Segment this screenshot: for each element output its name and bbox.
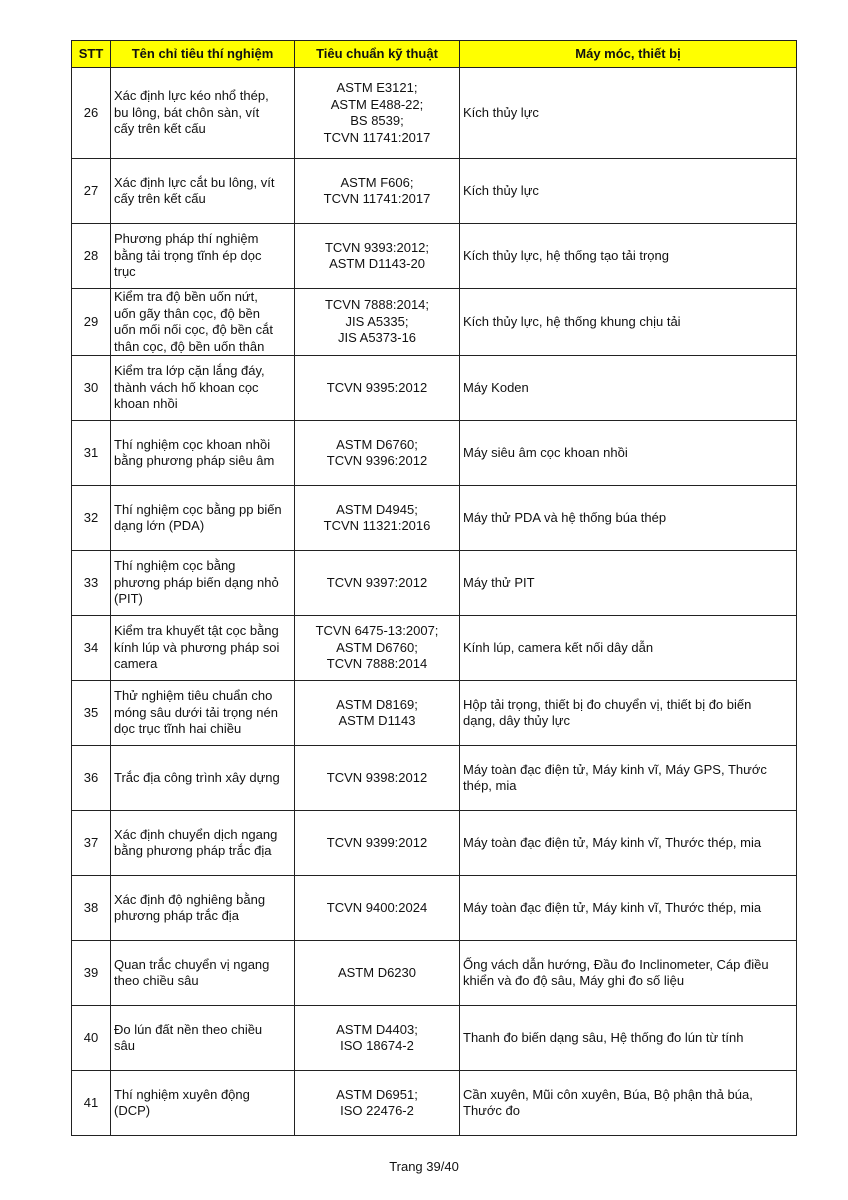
equipment-cell: Kích thủy lực: [460, 159, 797, 224]
standard-cell: ASTM D6951; ISO 22476-2: [295, 1071, 460, 1136]
table-row: [72, 1006, 797, 1071]
standard-cell: TCVN 7888:2014; JIS A5335; JIS A5373-16: [295, 289, 460, 356]
test-name-cell: Thí nghiệm cọc khoan nhồi bằng phương pháp siêu âm: [111, 421, 295, 486]
table-row: [72, 356, 797, 421]
stt-cell: 28: [72, 224, 111, 289]
table-row: [72, 746, 797, 811]
test-name-cell: Phương pháp thí nghiệm bằng tải trọng tĩnh ép dọc trục: [111, 224, 295, 289]
equipment-cell: Kích thủy lực, hệ thống khung chịu tải: [460, 289, 797, 356]
header-equipment: Máy móc, thiết bị: [460, 41, 797, 68]
test-name-cell: Quan trắc chuyển vị ngang theo chiều sâu: [111, 941, 295, 1006]
stt-cell: 41: [72, 1071, 111, 1136]
header-test-name: Tên chỉ tiêu thí nghiệm: [111, 41, 295, 68]
table-row: [72, 941, 797, 1006]
table-row: [72, 876, 797, 941]
test-name-cell: Kiểm tra lớp cặn lắng đáy, thành vách hố khoan cọc khoan nhồi: [111, 356, 295, 421]
equipment-cell: Cần xuyên, Mũi côn xuyên, Búa, Bộ phận thả búa, Thước đo: [460, 1071, 797, 1136]
test-name-cell: Đo lún đất nền theo chiều sâu: [111, 1006, 295, 1071]
test-name-cell: Thử nghiệm tiêu chuẩn cho móng sâu dưới tải trọng nén dọc trục tĩnh hai chiều: [111, 681, 295, 746]
test-name-cell: Thí nghiệm xuyên động (DCP): [111, 1071, 295, 1136]
standard-cell: ASTM D6760; TCVN 9396:2012: [295, 421, 460, 486]
stt-cell: 31: [72, 421, 111, 486]
table-row: [72, 486, 797, 551]
standard-cell: TCVN 9400:2024: [295, 876, 460, 941]
header-stt: STT: [72, 41, 111, 68]
equipment-cell: Kích thủy lực: [460, 68, 797, 159]
table-row: [72, 159, 797, 224]
standard-cell: TCVN 9397:2012: [295, 551, 460, 616]
standard-cell: TCVN 9393:2012; ASTM D1143-20: [295, 224, 460, 289]
standard-cell: ASTM D6230: [295, 941, 460, 1006]
equipment-cell: Máy thử PIT: [460, 551, 797, 616]
standard-cell: TCVN 9399:2012: [295, 811, 460, 876]
equipment-cell: Ống vách dẫn hướng, Đầu đo Inclinometer, Cáp điều khiển và đo độ sâu, Máy ghi đo số liệu: [460, 941, 797, 1006]
table-row: [72, 289, 797, 356]
standard-cell: TCVN 9395:2012: [295, 356, 460, 421]
stt-cell: 36: [72, 746, 111, 811]
equipment-cell: Máy toàn đạc điện tử, Máy kinh vĩ, Thước thép, mia: [460, 811, 797, 876]
stt-cell: 27: [72, 159, 111, 224]
table-header-row: [72, 41, 797, 68]
test-name-cell: Trắc địa công trình xây dựng: [111, 746, 295, 811]
standard-cell: ASTM D4945; TCVN 11321:2016: [295, 486, 460, 551]
table-row: [72, 421, 797, 486]
standard-cell: ASTM E3121; ASTM E488-22; BS 8539; TCVN 11741:2017: [295, 68, 460, 159]
stt-cell: 26: [72, 68, 111, 159]
equipment-cell: Máy siêu âm cọc khoan nhồi: [460, 421, 797, 486]
stt-cell: 29: [72, 289, 111, 356]
test-name-cell: Kiểm tra khuyết tật cọc bằng kính lúp và phương pháp soi camera: [111, 616, 295, 681]
table-row: [72, 616, 797, 681]
standard-cell: TCVN 6475-13:2007; ASTM D6760; TCVN 7888:2014: [295, 616, 460, 681]
equipment-cell: Máy toàn đạc điện tử, Máy kinh vĩ, Thước thép, mia: [460, 876, 797, 941]
stt-cell: 35: [72, 681, 111, 746]
equipment-cell: Kính lúp, camera kết nối dây dẫn: [460, 616, 797, 681]
standard-cell: ASTM F606; TCVN 11741:2017: [295, 159, 460, 224]
stt-cell: 37: [72, 811, 111, 876]
header-standard: Tiêu chuẩn kỹ thuật: [295, 41, 460, 68]
standard-cell: ASTM D4403; ISO 18674-2: [295, 1006, 460, 1071]
table-row: [72, 68, 797, 159]
test-standards-table: [71, 40, 797, 1136]
stt-cell: 40: [72, 1006, 111, 1071]
table-row: [72, 551, 797, 616]
stt-cell: 30: [72, 356, 111, 421]
equipment-cell: Kích thủy lực, hệ thống tạo tải trọng: [460, 224, 797, 289]
equipment-cell: Máy thử PDA và hệ thống búa thép: [460, 486, 797, 551]
test-name-cell: Xác định độ nghiêng bằng phương pháp trắc địa: [111, 876, 295, 941]
test-name-cell: Thí nghiệm cọc bằng phương pháp biến dạng nhỏ (PIT): [111, 551, 295, 616]
stt-cell: 38: [72, 876, 111, 941]
standard-cell: TCVN 9398:2012: [295, 746, 460, 811]
page-number: Trang 39/40: [389, 1159, 459, 1174]
table-row: [72, 1071, 797, 1136]
test-name-cell: Kiểm tra độ bền uốn nứt, uốn gãy thân cọc, độ bền uốn mối nối cọc, độ bền cắt thân cọc, độ bền uốn thân: [111, 289, 295, 356]
stt-cell: 39: [72, 941, 111, 1006]
stt-cell: 34: [72, 616, 111, 681]
equipment-cell: Máy Koden: [460, 356, 797, 421]
equipment-cell: Thanh đo biến dạng sâu, Hệ thống đo lún từ tính: [460, 1006, 797, 1071]
test-name-cell: Xác định lực kéo nhổ thép, bu lông, bát chôn sàn, vít cấy trên kết cấu: [111, 68, 295, 159]
equipment-cell: Máy toàn đạc điện tử, Máy kinh vĩ, Máy GPS, Thước thép, mia: [460, 746, 797, 811]
table-row: [72, 681, 797, 746]
stt-cell: 32: [72, 486, 111, 551]
table-row: [72, 811, 797, 876]
test-name-cell: Xác định lực cắt bu lông, vít cấy trên kết cấu: [111, 159, 295, 224]
stt-cell: 33: [72, 551, 111, 616]
test-name-cell: Thí nghiệm cọc bằng pp biến dạng lớn (PDA): [111, 486, 295, 551]
table-row: [72, 224, 797, 289]
equipment-cell: Hộp tải trọng, thiết bị đo chuyển vị, thiết bị đo biến dạng, dây thủy lực: [460, 681, 797, 746]
standard-cell: ASTM D8169; ASTM D1143: [295, 681, 460, 746]
test-name-cell: Xác định chuyển dịch ngang bằng phương pháp trắc địa: [111, 811, 295, 876]
